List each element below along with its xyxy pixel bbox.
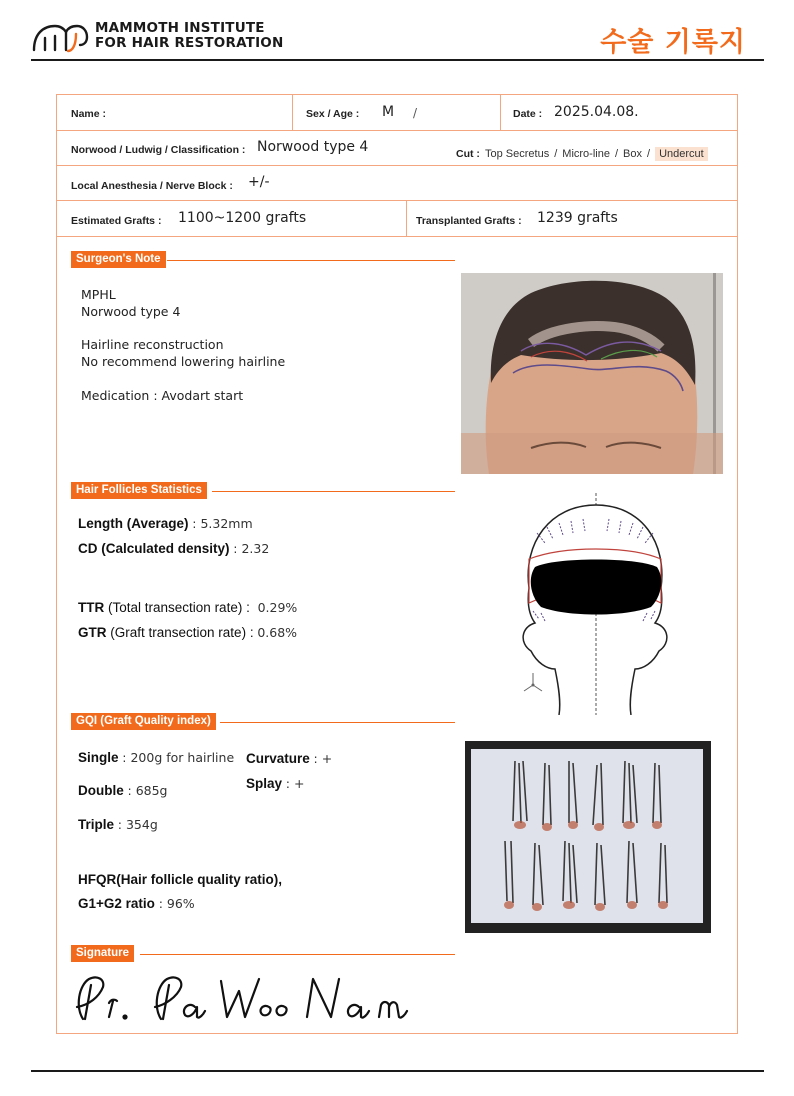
ratio-value: : 96% (158, 896, 195, 911)
double-label: Double (78, 783, 124, 798)
axis-orientation-icon (524, 673, 542, 691)
graft-sample-photo (465, 741, 711, 933)
splay-label: Splay (246, 776, 283, 791)
ratio-label: G1+G2 ratio (78, 896, 155, 911)
length-stat (78, 516, 253, 531)
gtr-label: GTR (78, 625, 107, 640)
single-value: : 200g for hairline (122, 750, 235, 765)
classification-value[interactable]: Norwood type 4 (257, 139, 369, 155)
splay-value: : + (285, 776, 305, 791)
estimated-grafts-label: Estimated Grafts : (71, 215, 162, 227)
cd-value: : 2.32 (233, 541, 270, 556)
classification-label: Norwood / Ludwig / Classification : (71, 144, 246, 156)
cd-label: CD (Calculated density) (78, 541, 230, 556)
curvature-stat (246, 751, 332, 766)
density-stat (78, 541, 269, 556)
anesthesia-label: Local Anesthesia / Nerve Block : (71, 180, 233, 192)
cut-option-undercut-selected[interactable]: Undercut (655, 147, 708, 161)
single-label: Single (78, 750, 119, 765)
triple-value: : 354g (117, 817, 158, 832)
curvature-label: Curvature (246, 751, 310, 766)
surgeon-note-heading: Surgeon's Note (71, 251, 166, 268)
follicle-stats-heading: Hair Follicles Statistics (71, 482, 207, 499)
cut-option-top-secretus[interactable]: Top Secretus (485, 148, 550, 160)
institute-name-line1: MAMMOTH INSTITUTE (95, 20, 265, 36)
cut-label: Cut : (456, 148, 480, 160)
grafts-row (57, 201, 737, 237)
footer-divider (31, 1070, 764, 1072)
note-line: Norwood type 4 (81, 304, 181, 319)
name-label: Name : (71, 108, 107, 120)
cut-separator: / (614, 148, 619, 160)
triple-stat (78, 817, 158, 832)
classification-row (57, 131, 737, 166)
header-divider (31, 59, 764, 61)
date-value[interactable]: 2025.04.08. (554, 104, 639, 120)
signature-heading: Signature (71, 945, 134, 962)
row-divider (406, 201, 407, 236)
institute-name-line2: FOR HAIR RESTORATION (95, 35, 284, 51)
donor-area-head-diagram (515, 493, 677, 715)
curvature-value: : + (313, 751, 333, 766)
note-line: Medication : Avodart start (81, 388, 244, 403)
length-value: : 5.32mm (192, 516, 253, 531)
hfqr-line (78, 872, 282, 887)
gtr-description: (Graft transection rate) : (110, 625, 254, 640)
double-value: : 685g (127, 783, 168, 798)
single-stat (78, 750, 234, 765)
ttr-description: (Total transection rate) : (108, 600, 250, 615)
section-rule (140, 954, 455, 955)
cut-option-box[interactable]: Box (623, 148, 642, 160)
row-divider (500, 95, 501, 130)
signature-handwriting (69, 967, 449, 1027)
hairline-photo-illustration (461, 273, 723, 474)
gtr-value: 0.68% (257, 625, 298, 640)
transplanted-grafts-label: Transplanted Grafts : (416, 215, 522, 227)
patient-info-row (57, 95, 737, 131)
note-line: No recommend lowering hairline (81, 354, 286, 369)
note-line: Hairline reconstruction (81, 337, 224, 352)
ttr-label: TTR (78, 600, 105, 615)
hfqr-label: HFQR(Hair follicle quality ratio), (78, 872, 283, 887)
double-stat (78, 783, 168, 798)
surgeon-signature (69, 967, 449, 1027)
section-rule (212, 491, 455, 492)
patient-hairline-photo (461, 273, 723, 474)
elephant-logo-icon (31, 20, 91, 54)
sex-value[interactable]: M (382, 104, 395, 120)
gqi-heading: GQI (Graft Quality index) (71, 713, 216, 730)
estimated-grafts-value[interactable]: 1100~1200 grafts (178, 210, 307, 226)
cut-options (456, 142, 708, 161)
cut-separator: / (647, 148, 651, 160)
date-label: Date : (513, 108, 543, 120)
cut-separator: / (554, 148, 558, 160)
note-line: MPHL (81, 287, 116, 302)
gtr-stat (78, 625, 297, 640)
transplanted-grafts-value[interactable]: 1239 grafts (537, 210, 618, 226)
splay-stat (246, 776, 304, 791)
page-header (31, 16, 764, 62)
sex-age-label: Sex / Age : (306, 108, 360, 120)
age-separator: / (413, 106, 418, 120)
ttr-stat (78, 600, 297, 615)
triple-label: Triple (78, 817, 115, 832)
section-rule (220, 722, 455, 723)
institute-name (95, 21, 284, 51)
surgery-record-form (56, 94, 738, 1034)
anesthesia-value[interactable]: +/- (248, 174, 270, 190)
anesthesia-row (57, 166, 737, 201)
cut-option-micro-line[interactable]: Micro-line (562, 148, 610, 160)
ratio-stat (78, 896, 195, 911)
ttr-value: 0.29% (257, 600, 298, 615)
document-title: 수술 기록지 (600, 27, 746, 58)
graft-photo-illustration (465, 741, 711, 933)
row-divider (292, 95, 293, 130)
section-rule (167, 260, 455, 261)
length-label: Length (Average) (78, 516, 189, 531)
